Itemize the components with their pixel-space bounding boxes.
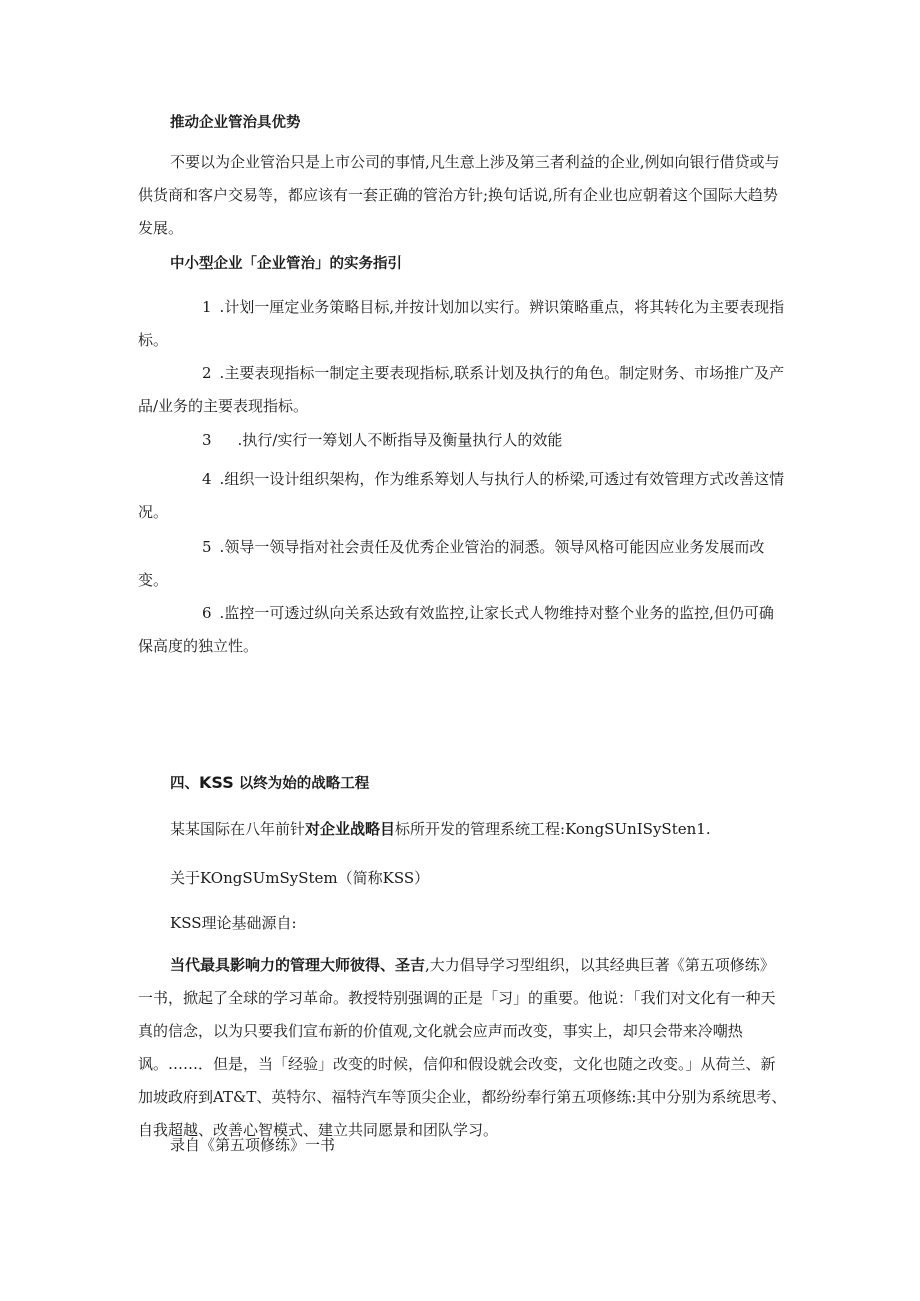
guide-item-3 [138,424,788,457]
text-run: 标所开发的管理系统工程:KongSUnISySten1. [395,820,711,838]
emphasis-text: 对企业战略目 [305,820,396,838]
item-text: .组织一设计组织架构，作为维系筹划人与执行人的桥梁,可透过有效管理方式改善这情况。 [138,470,785,521]
source-note: 录自《第五项修练》一书 [170,1136,336,1154]
item-text: .计划一厘定业务策略目标,并按计划加以实行。辨识策略重点，将其转化为主要表现指标。 [138,298,785,349]
item-number: 4 [202,470,212,488]
guide-item-1 [138,291,788,357]
governance-paragraph: 不要以为企业管治只是上市公司的事情,凡生意上涉及第三者利益的企业,例如向银行借贷或与供货商和客户交易等，都应该有一套正确的管治方针;换句话说,所有企业也应朝着这个国际大趋势发展。 [138,153,780,237]
item-text: .领导一领导指对社会责任及优秀企业管治的洞悉。领导风格可能因应业务发展而改变。 [138,538,765,589]
kss-intro-paragraph [138,813,788,846]
guide-item-2 [138,357,788,423]
item-number: 6 [202,604,212,622]
guide-item-5 [138,531,788,597]
item-number: 1 [202,298,212,316]
heading-prefix: 四、 [170,776,199,792]
item-text: .执行/实行一筹划人不断指导及衡量执行人的效能 [237,431,563,449]
heading-rest: 以终为始的战略工程 [238,776,370,792]
item-text: .主要表现指标一制定主要表现指标,联系计划及执行的角色。制定财务、市场推广及产品/业务的主要表现指标。 [138,364,785,415]
text-run: ,大力倡导学习型组织，以其经典巨著《第五项修练》一书，掀起了全球的学习革命。教授特别强调的正是「习」的重要。他说：「我们对文化有一种天真的信念，以为只要我们宣布新的价值观,文化就会应声而改变，事实上，却只会带来冷嘲热讽。……．但是，当「经验」改变的时候，信仰和假设就会改变，文化也随之改变。」从荷兰、新加坡政府到AT&T、英特尔、福特汽车等顶尖企业，都纷纷奉行第五项修练:其中分别为系统思考、自我超越、改善心智模式、建立共同愿景和团队学习。 [138,956,787,1139]
kss-theory-paragraph: KSS理论基础源自: [170,914,297,932]
emphasis-text: 当代最具影响力的管理大师彼得、圣吉 [170,956,426,974]
kss-about-paragraph: 关于KOngSUmSyStem（简称KSS） [170,869,430,887]
section-heading-kss [138,766,820,801]
guide-item-6 [138,597,788,663]
item-number: 5 [202,538,212,556]
text-run: 某某国际在八年前针 [170,820,306,838]
peter-senge-paragraph [138,949,788,1147]
heading-kss: KSS [199,773,234,792]
item-number: 2 [202,364,212,382]
item-number: 3 [202,431,212,449]
guide-item-4 [138,463,788,529]
section-heading-sme-guide: 中小型企业「企业管治」的实务指引 [170,256,402,272]
section-heading-governance-advantage: 推动企业管治具优势 [170,115,301,131]
item-text: .监控一可透过纵向关系达致有效监控,让家长式人物维持对整个业务的监控,但仍可确保高度的独立性。 [138,604,774,655]
